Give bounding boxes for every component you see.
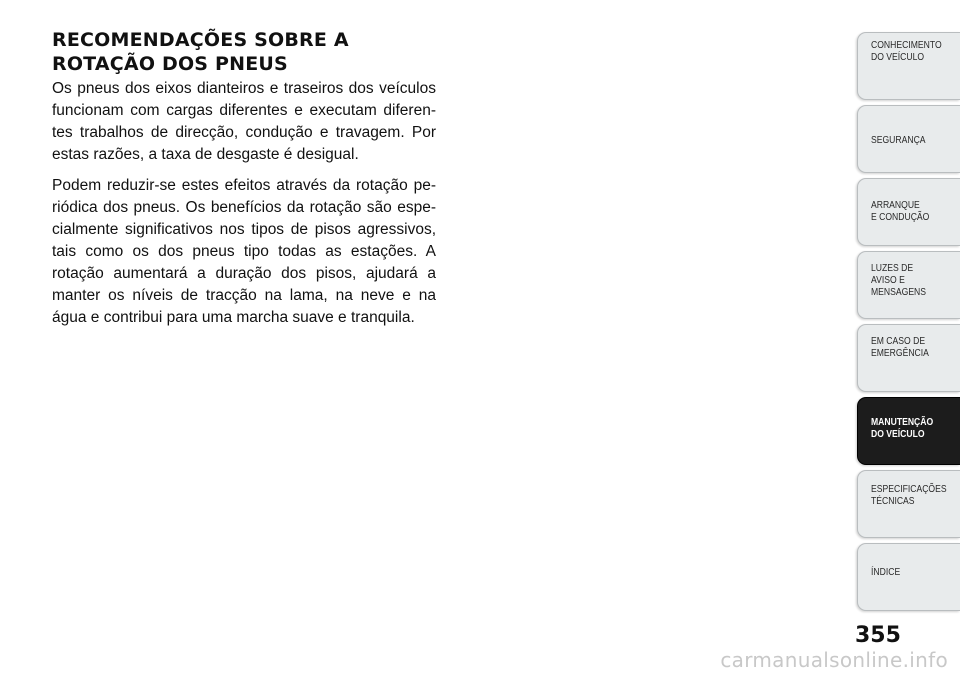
watermark: carmanualsonline.info xyxy=(720,648,948,672)
tab-conhecimento-do-veiculo[interactable] xyxy=(857,32,960,100)
tab-arranque-e-conducao[interactable] xyxy=(857,178,960,246)
tab-label: EM CASO DE EMERGÊNCIA xyxy=(871,335,929,359)
tab-manutencao-do-veiculo[interactable] xyxy=(857,397,960,465)
tab-especificacoes-tecnicas[interactable] xyxy=(857,470,960,538)
tab-label: MANUTENÇÃO DO VEÍCULO xyxy=(871,416,934,440)
tab-label: SEGURANÇA xyxy=(871,134,926,146)
section-heading-line-1: RECOMENDAÇÕES SOBRE A xyxy=(52,29,349,51)
tab-seguranca[interactable] xyxy=(857,105,960,173)
tab-indice[interactable] xyxy=(857,543,960,611)
page-number: 355 xyxy=(855,623,901,648)
paragraph-2: Podem reduzir-se estes efeitos através da rotação pe-riódica dos pneus. Os benefícios da rotação são espe-cialmente significativos nos tipos de pisos agressivos, tais como os dos pneus tipo todas as estações. A rotação aumentará a duração dos pisos, ajudará a manter os níveis de tracção na lama, na neve e na água e contribui para uma marcha suave e tranquila. xyxy=(52,177,436,326)
section-heading xyxy=(52,28,436,76)
tab-luzes-de-aviso[interactable] xyxy=(857,251,960,319)
section-heading-line-2: ROTAÇÃO DOS PNEUS xyxy=(52,53,288,75)
tab-label: CONHECIMENTO DO VEÍCULO xyxy=(871,39,942,63)
tab-label: LUZES DE AVISO E MENSAGENS xyxy=(871,262,927,298)
main-content xyxy=(52,28,436,338)
tab-em-caso-de-emergencia[interactable] xyxy=(857,324,960,392)
tab-label: ESPECIFICAÇÕES TÉCNICAS xyxy=(871,483,947,507)
paragraph-1: Os pneus dos eixos dianteiros e traseiros dos veículos funcionam com cargas diferentes e executam diferen-tes trabalhos de direcção, condução e travagem. Por estas razões, a taxa de desgaste é desigual. xyxy=(52,80,436,163)
tab-label: ARRANQUE E CONDUÇÃO xyxy=(871,199,930,223)
chapter-tabs xyxy=(857,32,960,616)
tab-label: ÍNDICE xyxy=(871,566,901,578)
